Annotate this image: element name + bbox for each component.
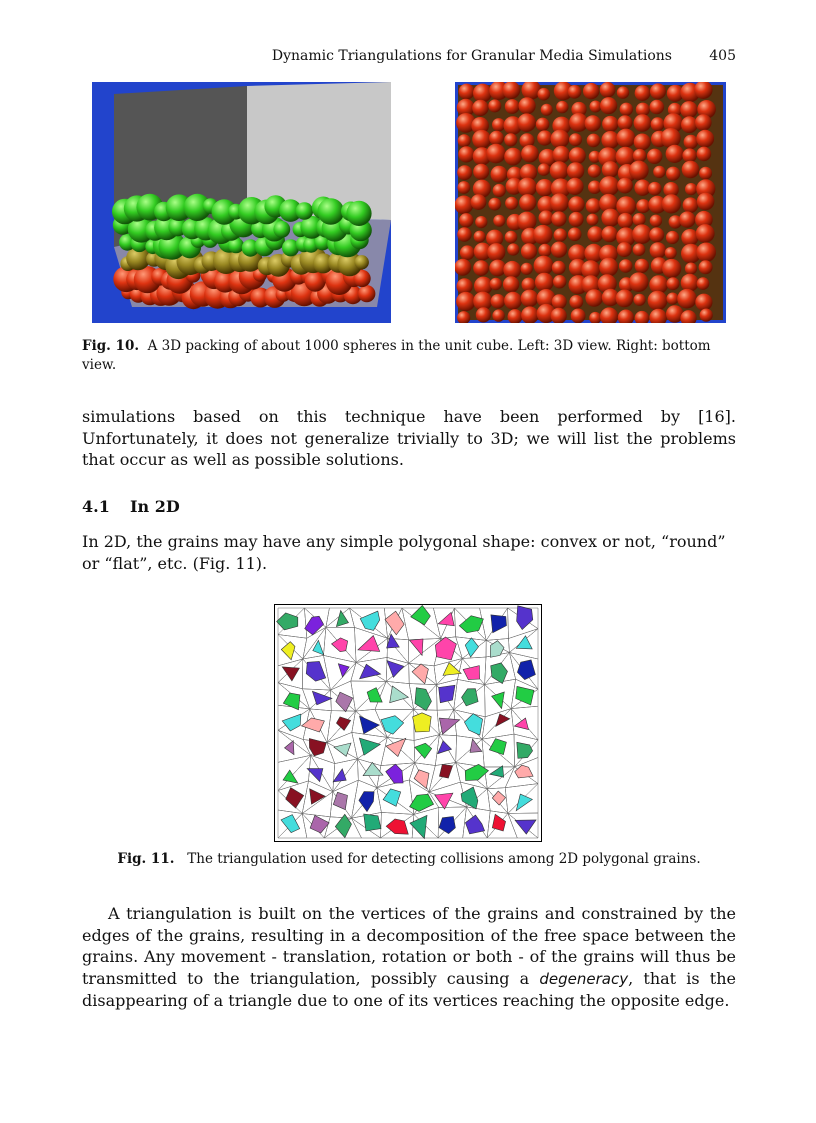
sphere (521, 290, 539, 308)
section-heading (82, 497, 736, 516)
sphere (619, 259, 633, 273)
grain-polygon (413, 713, 432, 732)
sphere (635, 259, 649, 273)
sphere (519, 97, 536, 114)
sphere (634, 134, 651, 151)
sphere (618, 213, 634, 229)
sphere (696, 243, 716, 263)
sphere (473, 260, 489, 276)
sphere (536, 179, 554, 197)
paragraph3-text-after: , that is the disappearing of a triangle due to one of its vertices reaching the opposite edge. (82, 968, 737, 1010)
sphere (617, 86, 629, 98)
sphere (685, 183, 697, 195)
paragraph3-emphasis: degeneracy (539, 969, 629, 988)
sphere (517, 212, 536, 231)
sphere (700, 309, 713, 322)
sphere (556, 101, 568, 113)
sphere (651, 117, 665, 131)
sphere (602, 226, 618, 242)
sphere (538, 163, 550, 175)
sphere (697, 277, 710, 290)
sphere (459, 84, 475, 100)
sphere (550, 193, 569, 212)
sphere (636, 199, 650, 213)
sphere (650, 215, 662, 227)
sphere (553, 146, 570, 163)
figure10-3d-view-image (92, 82, 391, 323)
sphere (662, 194, 681, 213)
sphere (491, 166, 508, 183)
sphere (617, 178, 633, 194)
sphere (471, 194, 487, 210)
sphere (551, 242, 567, 258)
sphere (633, 243, 646, 256)
sphere (475, 216, 487, 228)
sphere (538, 244, 551, 257)
sphere (599, 258, 618, 277)
page-number: 405 (709, 48, 736, 64)
sphere (568, 85, 582, 99)
sphere (600, 82, 616, 98)
sphere (346, 201, 371, 226)
sphere (503, 261, 521, 279)
sphere (667, 293, 679, 305)
sphere (583, 83, 599, 99)
sphere (585, 115, 601, 131)
sphere (554, 228, 567, 241)
sphere (600, 97, 617, 114)
sphere (538, 88, 551, 101)
sphere (472, 100, 488, 116)
figure10-bottom-view-image (455, 82, 726, 323)
sphere (488, 198, 501, 211)
sphere (667, 277, 680, 290)
sphere (632, 224, 652, 244)
sphere (617, 242, 632, 257)
sphere (684, 135, 698, 149)
sphere (650, 83, 666, 99)
sphere (602, 161, 619, 178)
sphere (533, 225, 553, 245)
sphere (503, 276, 519, 292)
sphere (587, 214, 599, 226)
sphere (679, 211, 695, 227)
sphere (569, 295, 583, 309)
sphere (650, 242, 667, 259)
sphere (650, 100, 665, 115)
sphere (587, 134, 601, 148)
sphere (487, 243, 505, 261)
sphere (696, 130, 714, 148)
sphere (571, 309, 586, 324)
figure11-caption (82, 851, 736, 867)
figure11-label: Fig. 11. (117, 851, 175, 867)
sphere (455, 196, 473, 215)
sphere (699, 260, 713, 274)
section-title: In 2D (130, 497, 180, 516)
sphere (552, 261, 566, 275)
sphere (318, 198, 345, 225)
sphere (502, 82, 520, 99)
sphere (585, 289, 603, 307)
sphere (601, 209, 619, 227)
sphere (633, 213, 646, 226)
sphere (522, 278, 536, 292)
sphere (519, 194, 536, 211)
sphere (666, 145, 684, 163)
sphere (647, 149, 662, 164)
sphere (488, 99, 501, 112)
sphere (681, 116, 698, 133)
sphere (296, 202, 314, 220)
sphere (473, 164, 489, 180)
sphere (457, 278, 473, 294)
sphere (472, 130, 491, 149)
sphere (695, 294, 712, 311)
sphere (661, 128, 681, 148)
sphere (493, 184, 506, 197)
sphere (633, 149, 647, 163)
figure10-label: Fig. 10. (82, 338, 140, 354)
sphere (666, 167, 680, 181)
paragraph3-text-before: A triangulation is built on the vertices of the grains and constrained by the edges of the grains, resulting in a decomposition of the free space between the grains. Any movement - translation, rotation or both - of the grains will thus be transmitted to the triangulation, possibly causing a (82, 904, 736, 988)
sphere (551, 211, 566, 226)
sphere (521, 263, 533, 275)
sphere (491, 294, 506, 309)
sphere (358, 285, 375, 302)
sphere (618, 115, 633, 130)
sphere (490, 278, 502, 290)
sphere (634, 114, 652, 132)
sphere (552, 294, 567, 309)
sphere (539, 210, 554, 225)
sphere (648, 182, 662, 196)
sphere (505, 197, 518, 210)
sphere (504, 148, 522, 166)
sphere (535, 273, 554, 292)
sphere (683, 197, 699, 213)
sphere (695, 114, 712, 131)
sphere (537, 130, 552, 145)
sphere (474, 231, 486, 243)
sphere (458, 134, 471, 147)
sphere (681, 229, 698, 246)
sphere (616, 290, 634, 308)
sphere (648, 291, 668, 311)
sphere (536, 118, 550, 132)
sphere (355, 255, 369, 269)
sphere (504, 133, 517, 146)
sphere (567, 162, 584, 179)
sphere (697, 147, 712, 162)
sphere (586, 198, 601, 213)
sphere (551, 130, 570, 149)
figure11-caption-text: The triangulation used for detecting collisions among 2D polygonal grains. (187, 851, 701, 867)
sphere (492, 309, 504, 321)
sphere (662, 259, 681, 278)
sphere (665, 247, 677, 259)
figure10-caption (82, 337, 736, 375)
sphere (697, 193, 715, 211)
sphere (476, 307, 491, 322)
sphere (521, 145, 539, 163)
sphere (635, 85, 651, 101)
sphere (518, 178, 537, 197)
sphere (521, 243, 537, 259)
sphere (489, 131, 504, 146)
section-number: 4.1 (82, 497, 110, 516)
body-paragraph-3 (82, 903, 736, 1012)
sphere (568, 228, 582, 242)
sphere (620, 103, 633, 116)
sphere (681, 274, 699, 292)
sphere (458, 146, 474, 162)
sphere (682, 161, 700, 179)
sphere (504, 292, 522, 310)
sphere (568, 196, 584, 212)
sphere (550, 161, 569, 180)
grain-polygon (439, 685, 455, 703)
sphere (566, 178, 583, 195)
sphere (459, 213, 473, 227)
sphere (505, 99, 520, 114)
sphere (457, 165, 472, 180)
sphere (493, 215, 505, 227)
sphere (599, 176, 619, 196)
running-header (82, 48, 736, 70)
sphere (534, 256, 554, 276)
sphere (569, 212, 584, 227)
running-title: Dynamic Triangulations for Granular Media Simulations (271, 48, 672, 64)
figure11-triangulation-image (274, 604, 542, 842)
sphere (486, 144, 506, 164)
sphere (517, 113, 536, 132)
sphere (460, 245, 475, 260)
sphere (653, 166, 665, 178)
sphere (677, 289, 697, 309)
sphere (492, 118, 505, 131)
sphere (685, 263, 697, 275)
sphere (590, 101, 602, 113)
sphere (473, 84, 492, 103)
sphere (696, 224, 715, 243)
sphere (507, 243, 519, 255)
sphere (458, 181, 471, 194)
sphere (699, 167, 712, 180)
grain-polygon (364, 814, 381, 831)
sphere (273, 221, 290, 238)
sphere (616, 129, 635, 148)
sphere (629, 272, 649, 292)
sphere (455, 259, 471, 276)
sphere (457, 227, 471, 241)
sphere (602, 116, 618, 132)
sphere (569, 147, 586, 164)
sphere (569, 133, 582, 146)
sphere (456, 292, 475, 311)
sphere (680, 101, 697, 118)
sphere (553, 275, 566, 288)
figure10-caption-text: A 3D packing of about 1000 spheres in the unit cube. Left: 3D view. Right: bottom view. (82, 338, 711, 373)
sphere (682, 148, 696, 162)
sphere (634, 294, 646, 306)
sphere (587, 226, 603, 242)
body-paragraph-1: simulations based on this technique have been performed by [16]. Unfortunately, it does not generalize trivially to 3D; we will list the problems that occur as well as possible solutions. (82, 407, 736, 469)
sphere (629, 161, 649, 181)
sphere (505, 231, 518, 244)
body-paragraph-2: In 2D, the grains may have any simple polygonal shape: convex or not, “round” or “flat”, etc. (Fig. 11). (82, 532, 726, 573)
sphere (588, 164, 601, 177)
sphere (541, 104, 553, 116)
sphere (666, 231, 679, 244)
sphere (649, 227, 664, 242)
